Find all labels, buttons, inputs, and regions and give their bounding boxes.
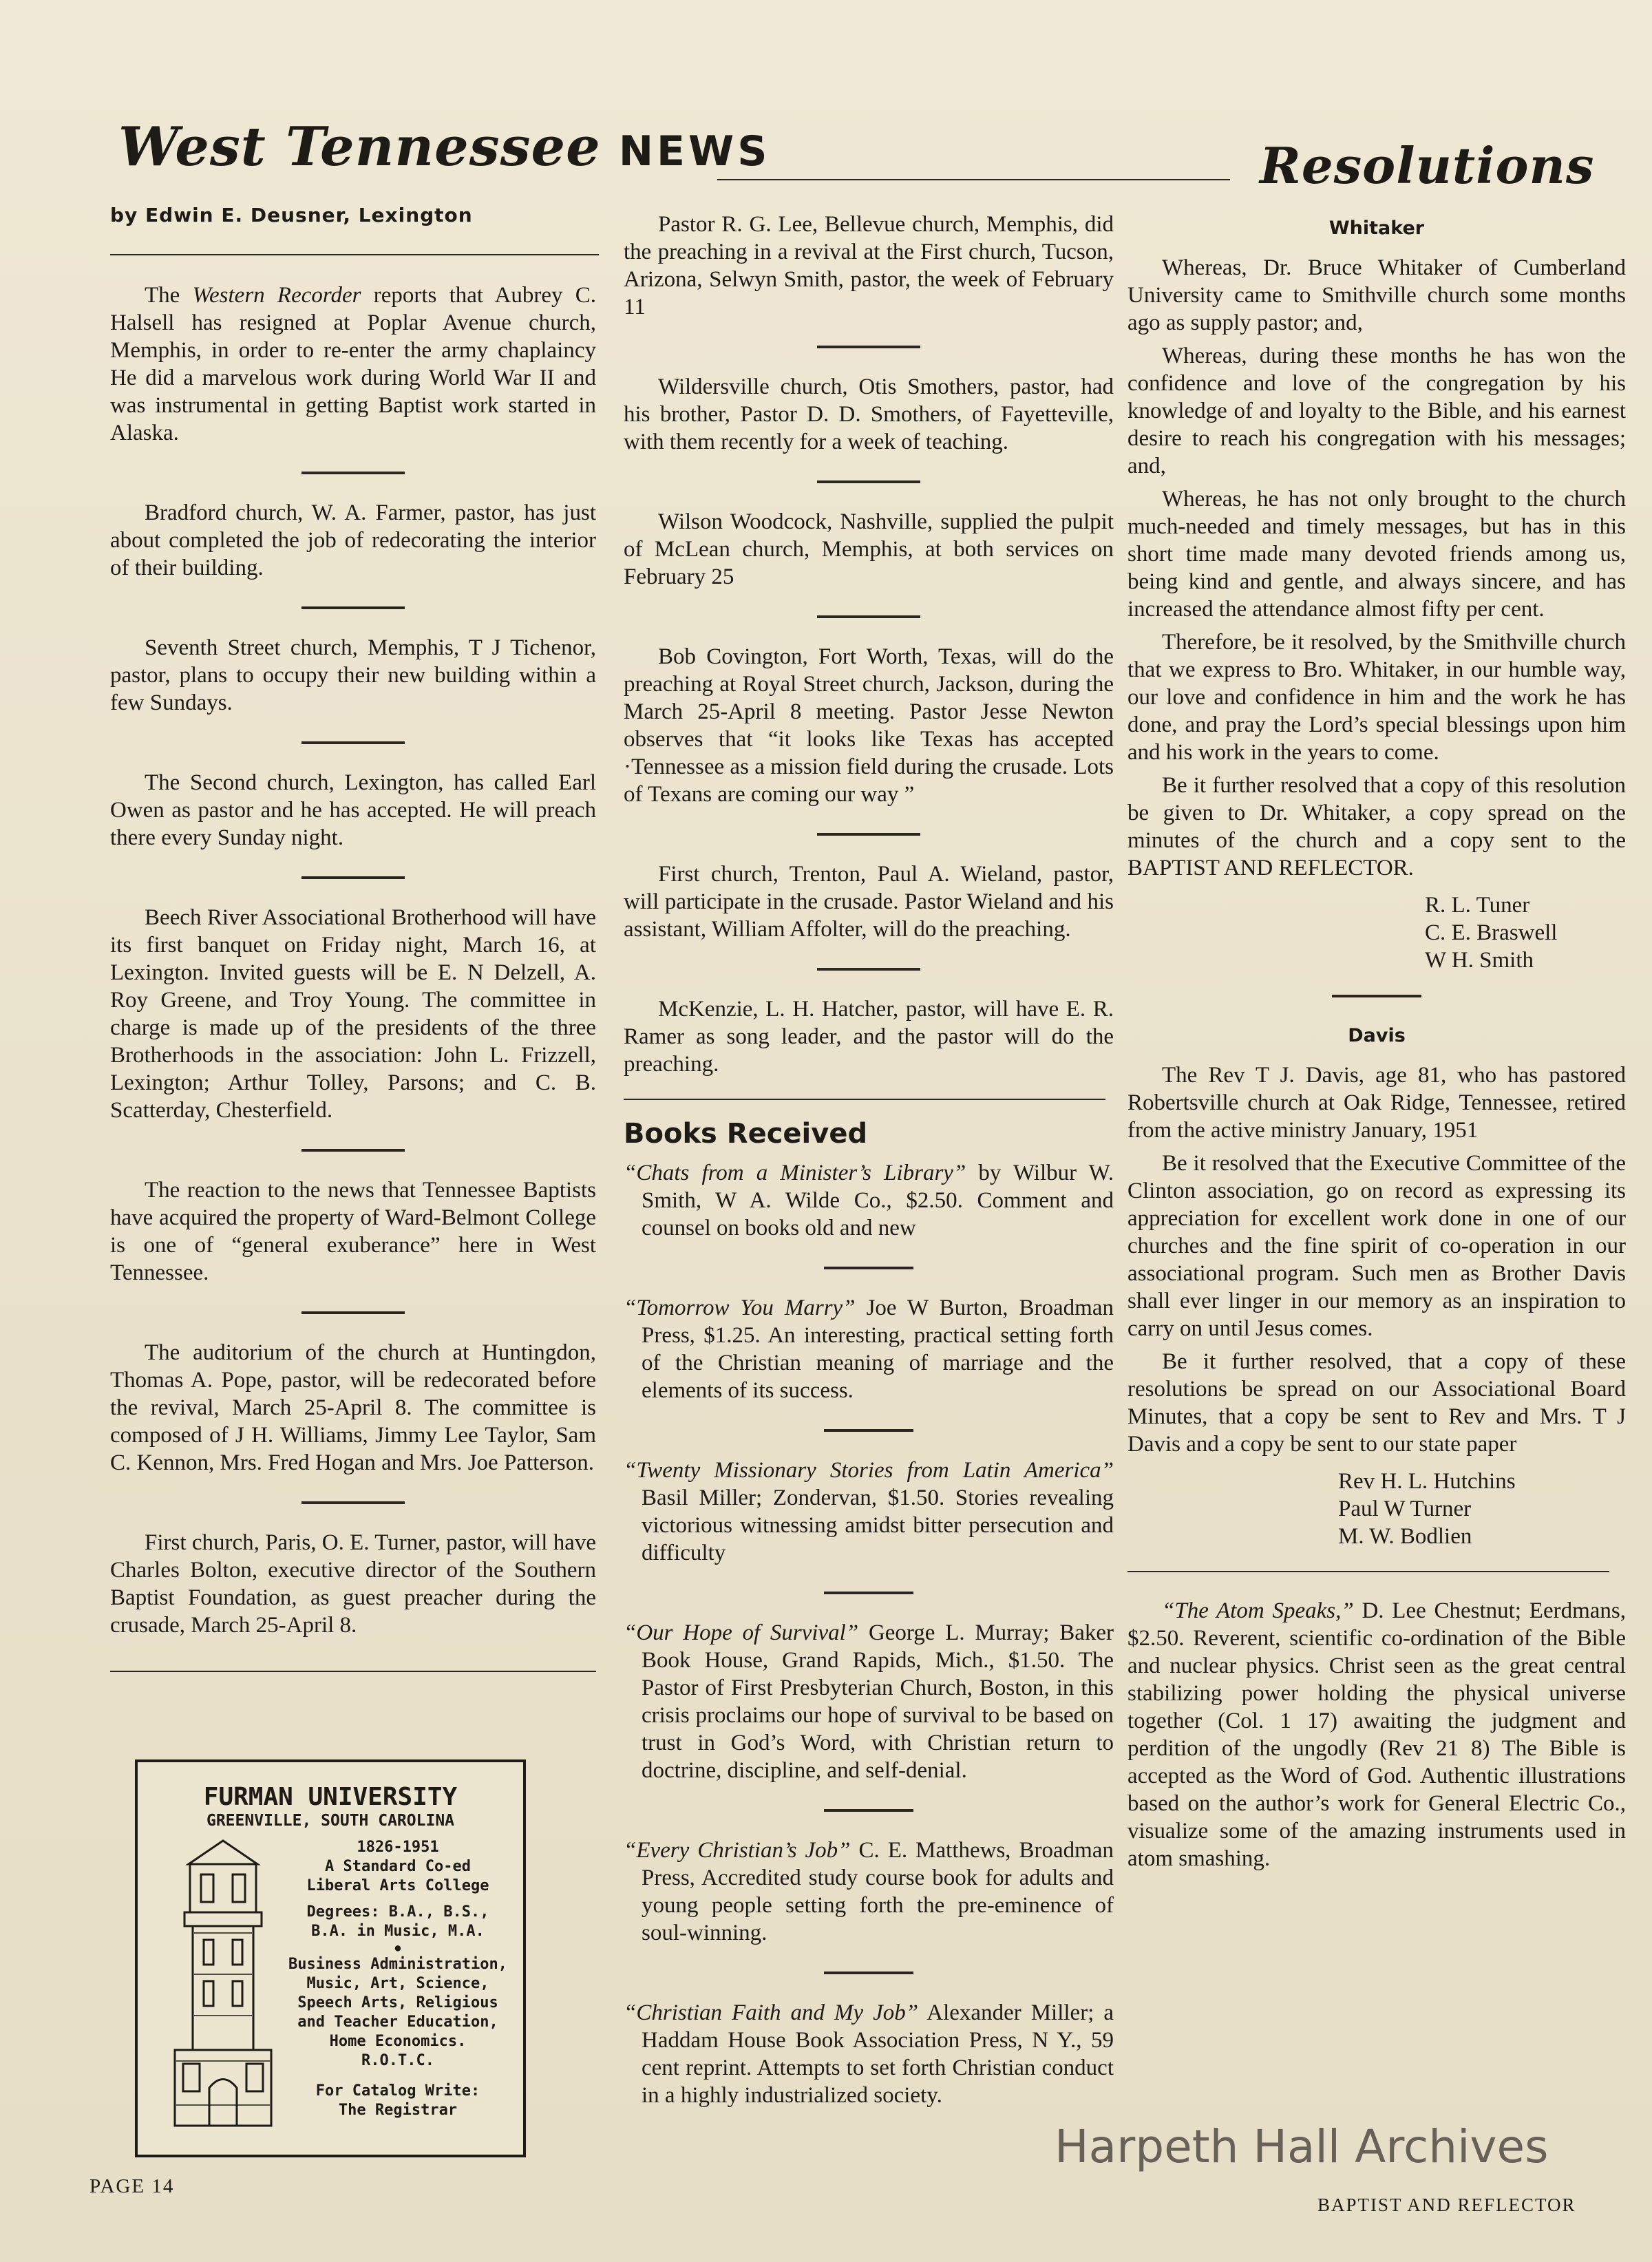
signer: Rev H. L. Hutchins (1338, 1469, 1516, 1494)
column-1-bottom-rule (110, 1671, 596, 1672)
ad-program-3: Speech Arts, Religious (297, 1994, 498, 2011)
book-entry: “Christian Faith and My Job” Alexander Miller; a Haddam House Book Association Press, N Y., 59 cent reprint. Attempts to set forth Christian conduct in a highly industrialized society. (624, 2000, 1114, 2108)
ad-degrees-1: Degrees: B.A., B.S., (306, 1903, 489, 1921)
news-item: Wilson Woodcock, Nashville, supplied the pulpit of McLean church, Memphis, at both services on February 25 (624, 509, 1114, 589)
ad-bullet: ● (394, 1943, 401, 1954)
news-item: The Western Recorder reports that Aubrey C. Halsell has resigned at Poplar Avenue church, Memphis, in order to re-enter the army chaplaincy He did a marvelous work during World War II and was instrumental in getting Baptist work started in Alaska. (110, 283, 597, 445)
masthead-rule (717, 179, 1230, 180)
ad-program-1: Business Administration, (288, 1956, 507, 1973)
ad-years: 1826-1951 (357, 1839, 439, 1856)
resolution-paragraph: Be it further resolved that a copy of this resolution be given to Dr. Whitaker, a copy spread on the minutes of the church and a copy sent to the BAPTIST AND REFLECTOR. (1127, 773, 1626, 880)
book-entry: “Every Christian’s Job” C. E. Matthews, Broadman Press, Accredited study course book for adults and young people setting forth the pre-eminence of soul-winning. (624, 1838, 1114, 1945)
book-entry: “Tomorrow You Marry” Joe W Burton, Broadman Press, $1.25. An interesting, practical setting forth of the Christian meaning of marriage and the elements of its success. (624, 1296, 1114, 1403)
ad-catalog-2: The Registrar (338, 2102, 458, 2119)
signer: M. W. Bodlien (1338, 1524, 1472, 1549)
ad-program-2: Music, Art, Science, (306, 1975, 489, 1992)
separator (824, 1592, 913, 1594)
ad-program-5: Home Economics. (329, 2033, 467, 2050)
publication-name: BAPTIST AND REFLECTOR (1317, 2195, 1576, 2215)
masthead-title-news: NEWS (618, 127, 771, 176)
separator (1332, 995, 1421, 997)
news-item: The auditorium of the church at Huntingdon, Thomas A. Pope, pastor, will be redecorated before the revival, March 25-April 8. The committee is composed of J H. Williams, Jimmy Lee Taylor, Sam C. Kennon, Mrs. Fred Hogan and Mrs. Joe Patterson. (110, 1340, 596, 1475)
news-item: Pastor R. G. Lee, Bellevue church, Memphis, did the preaching in a revival at the First church, Tucson, Arizona, Selwyn Smith, pastor, the week of February 11 (624, 212, 1114, 319)
news-item: McKenzie, L. H. Hatcher, pastor, will have E. R. Ramer as song leader, and the pastor will do the preaching. (624, 997, 1114, 1077)
column-3 (1127, 218, 1626, 1872)
resolution-paragraph: Whereas, Dr. Bruce Whitaker of Cumberland University came to Smithville church some months ago as supply pastor; and, (1127, 255, 1626, 335)
byline: by Edwin E. Deusner, Lexington (110, 204, 473, 226)
signer: R. L. Tuner (1425, 893, 1530, 918)
signer: Paul W Turner (1338, 1497, 1472, 1521)
whitaker-signers (1425, 891, 1626, 974)
resolutions-heading: Resolutions (1260, 136, 1595, 195)
news-item: The reaction to the news that Tennessee Baptists have acquired the property of Ward-Belmont College is one of “general exuberance” here in West Tennessee. (110, 1178, 596, 1285)
masthead-title-script: West Tennessee (118, 116, 601, 178)
ad-name: FURMAN UNIVERSITY (203, 1783, 458, 1811)
ad-line-1: A Standard Co-ed (325, 1858, 471, 1875)
news-item: Seventh Street church, Memphis, T J Tichenor, pastor, plans to occupy their new building within a few Sundays. (110, 635, 596, 715)
page-number: PAGE 14 (89, 2175, 175, 2197)
book-entry: “The Atom Speaks,” D. Lee Chestnut; Eerdmans, $2.50. Reverent, scientific co-ordination of the Bible and nuclear physics. Christ seen as the great central stabilizing power holding the physical universe together (Col. 1 17) awaiting the judgment and perdition of the ungodly (Rev 21 8) The Bible is accepted as the Word of God. Authentic illustrations based on the author’s work for General Electric Co., visualize some of the amazing instruments used in atom smashing. (1127, 1598, 1626, 1871)
separator (301, 876, 405, 879)
resolution-paragraph: Therefore, be it resolved, by the Smithville church that we express to Bro. Whitaker, in our humble way, our love and confidence in him and the work he has done, and pray the Lord’s special blessings upon him and his work in the years to come. (1127, 630, 1626, 765)
signer: W H. Smith (1425, 948, 1534, 973)
resolution-paragraph: Whereas, during these months he has won the confidence and love of the congregation by his knowledge of and loyalty to the Bible, and his earnest desire to reach his congregation with his messages; and, (1127, 343, 1626, 478)
news-item: First church, Paris, O. E. Turner, pastor, will have Charles Bolton, executive director of the Southern Baptist Foundation, as guest preacher during the crusade, March 25-April 8. (110, 1530, 596, 1638)
ad-program-6: R.O.T.C. (361, 2052, 434, 2069)
resolution-paragraph: Whereas, he has not only brought to the church much-needed and timely messages, but has in this short time made many devoted friends among us, being kind and gentle, and always sincere, and has increased the attendance almost fifty per cent. (1127, 487, 1626, 622)
news-item: Wildersville church, Otis Smothers, pastor, had his brother, Pastor D. D. Smothers, of Fayetteville, with them recently for a week of teaching. (624, 374, 1114, 454)
news-item: Bradford church, W. A. Farmer, pastor, has just about completed the job of redecorating the interior of their building. (110, 500, 596, 580)
separator (817, 615, 920, 618)
whitaker-heading: Whitaker (1328, 218, 1425, 239)
news-item: The Second church, Lexington, has called Earl Owen as pastor and he has accepted. He will preach there every Sunday night. (110, 770, 596, 850)
book-entry: “Our Hope of Survival” George L. Murray; Baker Book House, Grand Rapids, Mich., $1.50. The Pastor of First Presbyterian Church, Boston, in this crisis proclaims our hope of survival to be based on trust in God’s Word, with Christian return to doctrine, discipline, and self-denial. (624, 1620, 1114, 1783)
separator (301, 1501, 405, 1504)
separator (301, 741, 405, 744)
separator (817, 480, 920, 483)
ad-catalog-1: For Catalog Write: (315, 2082, 480, 2100)
column-2 (624, 211, 1114, 2109)
books-received-heading: Books Received (624, 1118, 868, 1150)
separator (824, 1267, 913, 1269)
separator (817, 346, 920, 348)
book-entry: “Twenty Missionary Stories from Latin America” Basil Miller; Zondervan, $1.50. Stories revealing victorious witnessing amidst bitter persecution and difficulty (624, 1458, 1114, 1565)
separator (824, 1972, 913, 1974)
ad-location: GREENVILLE, SOUTH CAROLINA (206, 1812, 455, 1830)
column-1 (110, 204, 596, 1672)
books-rule (624, 1099, 1105, 1100)
davis-heading: Davis (1348, 1025, 1406, 1046)
separator (817, 968, 920, 971)
masthead (118, 116, 1123, 191)
news-item: First church, Trenton, Paul A. Wieland, pastor, will participate in the crusade. Pastor Wieland and his assistant, William Affolter, will do the preaching. (624, 862, 1114, 942)
davis-signers (1338, 1468, 1626, 1550)
tower-illustration (168, 1837, 278, 2133)
ad-program-4: and Teacher Education, (297, 2013, 498, 2031)
separator (824, 1809, 913, 1812)
separator (301, 472, 405, 474)
book-entry: “Chats from a Minister’s Library” by Wilbur W. Smith, W A. Wilde Co., $2.50. Comment and counsel on books old and new (624, 1161, 1114, 1240)
news-item: Bob Covington, Fort Worth, Texas, will do the preaching at Royal Street church, Jackson, during the March 25-April 8 meeting. Pastor Jesse Newton observes that “it looks like Texas has accepted ·Tennessee as a mission field during the crusade. Lots of Texans are coming our way ” (624, 644, 1114, 807)
resolution-paragraph: Be it further resolved, that a copy of these resolutions be spread on our Associational Board Minutes, that a copy be sent to Rev and Mrs. T J Davis and a copy be sent to our state paper (1127, 1349, 1626, 1457)
resolution-paragraph: The Rev T J. Davis, age 81, who has pastored Robertsville church at Oak Ridge, Tennessee, retired from the active ministry January, 1951 (1127, 1063, 1626, 1143)
archive-watermark: Harpeth Hall Archives (1055, 2120, 1549, 2173)
separator (301, 1311, 405, 1314)
resolution-paragraph: Be it resolved that the Executive Committee of the Clinton association, go on record as expressing its appreciation for excellent work done in one of our churches and the fine spirit of co-operation in our associational program. Such men as Brother Davis shall ever linger in our memory as an inspiration to carry on until Jesus comes. (1127, 1151, 1626, 1341)
ad-details (282, 1838, 513, 2120)
separator (824, 1429, 913, 1432)
separator (817, 833, 920, 836)
ad-degrees-2: B.A. in Music, M.A. (311, 1923, 485, 1940)
signer: C. E. Braswell (1425, 920, 1558, 945)
separator (301, 606, 405, 609)
furman-university-ad (135, 1759, 526, 2157)
ad-line-2: Liberal Arts College (306, 1877, 489, 1894)
resolutions-heading-wrap (1260, 136, 1595, 195)
news-item: Beech River Associational Brotherhood will have its first banquet on Friday night, March 16, at Lexington. Invited guests will be E. N Delzell, A. Roy Greene, and Troy Young. The committee in charge is made up of the presidents of the three Brotherhoods in the association: John L. Frizzell, Lexington; Arthur Tolley, Parsons; and C. B. Scatterday, Chesterfield. (110, 905, 596, 1123)
separator (301, 1149, 405, 1152)
